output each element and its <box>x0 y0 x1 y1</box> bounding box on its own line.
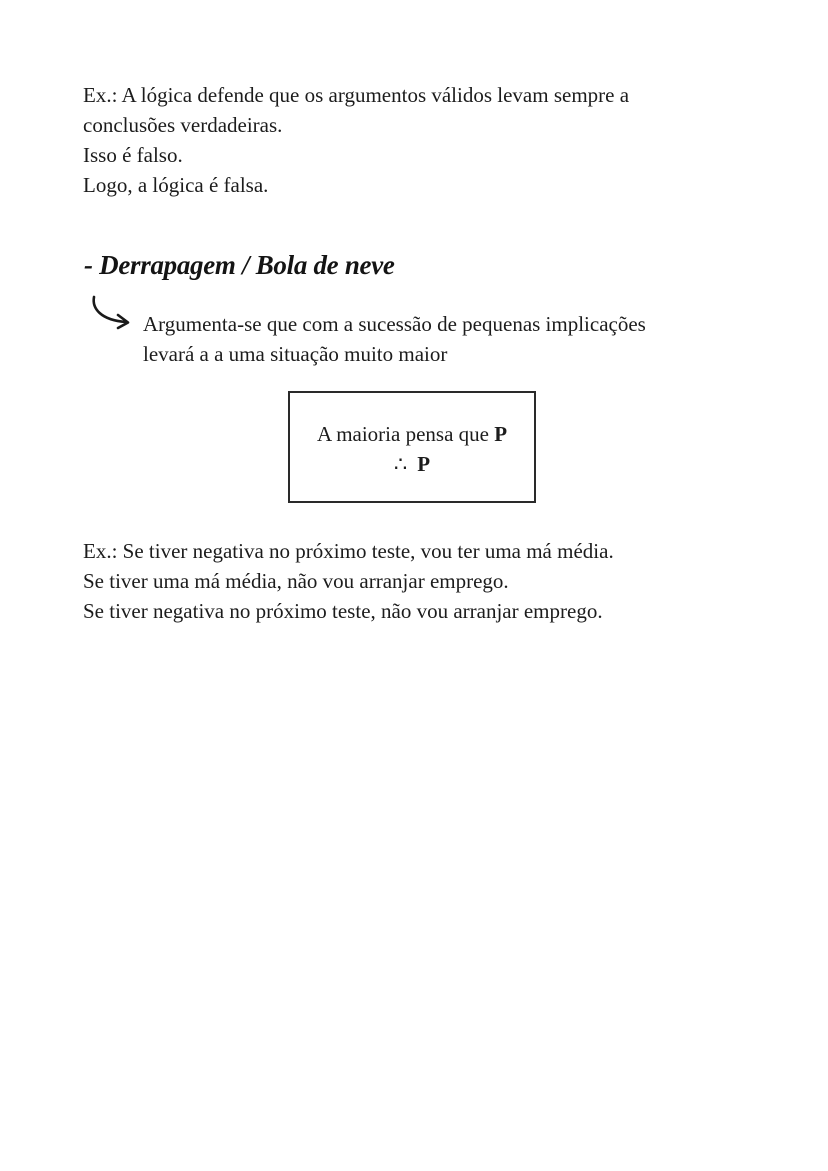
description-line: levará a a uma situação muito maior <box>143 342 448 366</box>
premise-text: A maioria pensa que <box>316 422 495 446</box>
therefore-symbol: ∴ <box>393 452 408 476</box>
example-line: Ex.: Se tiver negativa no próximo teste, vou ter uma má média. <box>83 539 614 563</box>
example-line: Se tiver uma má média, não vou arranjar emprego. <box>83 569 509 593</box>
example-paragraph-logic <box>83 80 629 200</box>
curved-arrow-right-icon <box>90 294 136 334</box>
conclusion-variable: P <box>417 452 431 476</box>
argument-conclusion <box>290 451 534 477</box>
example-line: Logo, a lógica é falsa. <box>83 173 269 197</box>
section-description <box>143 309 646 369</box>
premise-variable: P <box>494 422 508 446</box>
argument-premise <box>290 421 534 447</box>
example-line: Se tiver negativa no próximo teste, não vou arranjar emprego. <box>83 599 603 623</box>
argument-form-box <box>288 391 536 503</box>
section-heading: - Derrapagem / Bola de neve <box>84 250 395 280</box>
example-line: Isso é falso. <box>83 143 183 167</box>
example-paragraph-snowball <box>83 536 614 626</box>
description-line: Argumenta-se que com a sucessão de pequenas implicações <box>143 312 646 336</box>
example-line: Ex.: A lógica defende que os argumentos válidos levam sempre a <box>83 83 630 107</box>
example-line: conclusões verdadeiras. <box>83 113 283 137</box>
